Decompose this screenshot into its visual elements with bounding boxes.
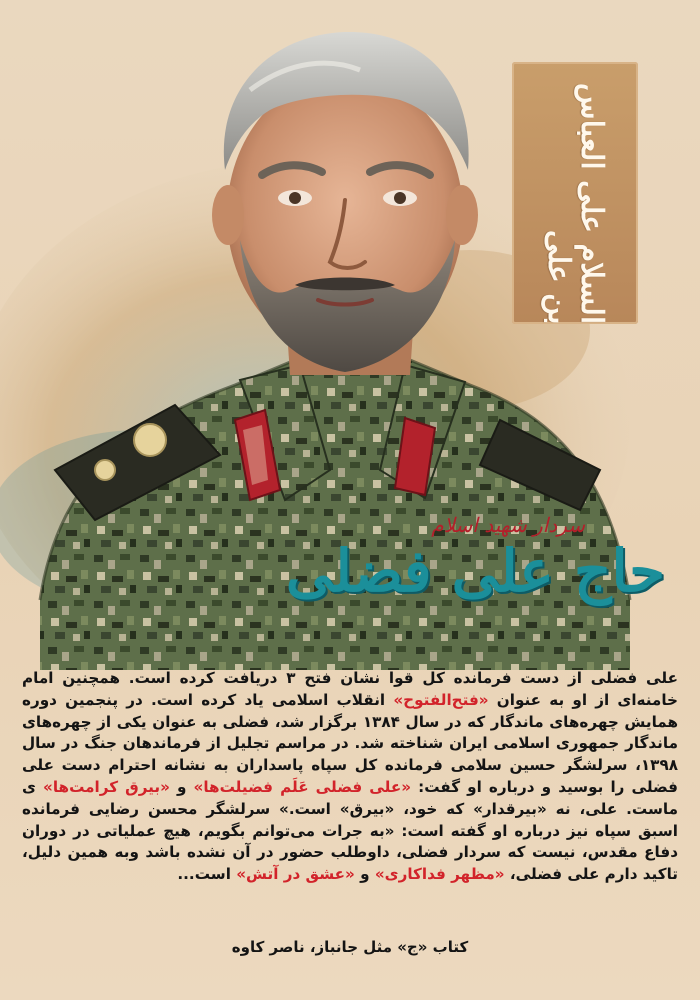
bio-highlight: «مظهر فداکاری» (374, 865, 505, 884)
calligraphy-text: السلام علی العباس بن علی (541, 82, 609, 324)
bio-text: انقلاب اسلامی یاد کرده است. در پنجمین دوره همایش چهره‌های ماندگار که در سال ۱۳۸۴ برگزار شد، فضلی به عنوان یکی از چهره‌های ماندگار جمهوری اسلامی ایران شناخته شد. در مراسم تجلیل از فرماندهان جنگ در سال ۱۳۹۸، سرلشگر حسین سلامی فرمانده کل سپاه پاسداران به نشانه احترام دست علی فضلی را بوسید و درباره او گفت: (22, 690, 678, 796)
bio-highlight: «علی فضلی عَلَم فضیلت‌ها» (193, 777, 412, 796)
calligraphy-panel (512, 62, 638, 324)
bio-paragraph (22, 668, 678, 886)
bio-text: ی ماست. علی، نه «بیرقدار» که خود، «بیرق» است.» سرلشگر محسن رضایی فرمانده اسبق سپاه نیز درباره او گفته است: «به جرات می‌توانم بگویم، هیچ عملیاتی در دوران دفاع مقدس، نیست که سردار فضلی، داوطلب حضور در آن نشده باشد وبه همین دلیل، تاکید دارم علی فضلی، (22, 777, 678, 884)
bio-highlight: «عشق در آتش» (236, 865, 355, 884)
bio-highlight: «بیرق کرامت‌ها» (43, 777, 170, 796)
subtitle: سردار شهید اسلام (431, 513, 585, 537)
name-title: حاج علی فضلی (285, 537, 665, 605)
bio-text: و (354, 865, 375, 884)
title-block (285, 505, 665, 665)
book-credit: کتاب «ج» مثل جانباز، ناصر کاوه (231, 938, 469, 956)
bio-text: است... (177, 865, 237, 884)
bio-highlight: «فتح‌الفتوح» (393, 690, 489, 709)
bio-text: و (169, 777, 194, 796)
bio-text: علی فضلی از دست فرمانده کل قوا نشان فتح ۳ دریافت کرده است. همچنین امام خامنه‌ای از او به عنوان (22, 669, 678, 709)
